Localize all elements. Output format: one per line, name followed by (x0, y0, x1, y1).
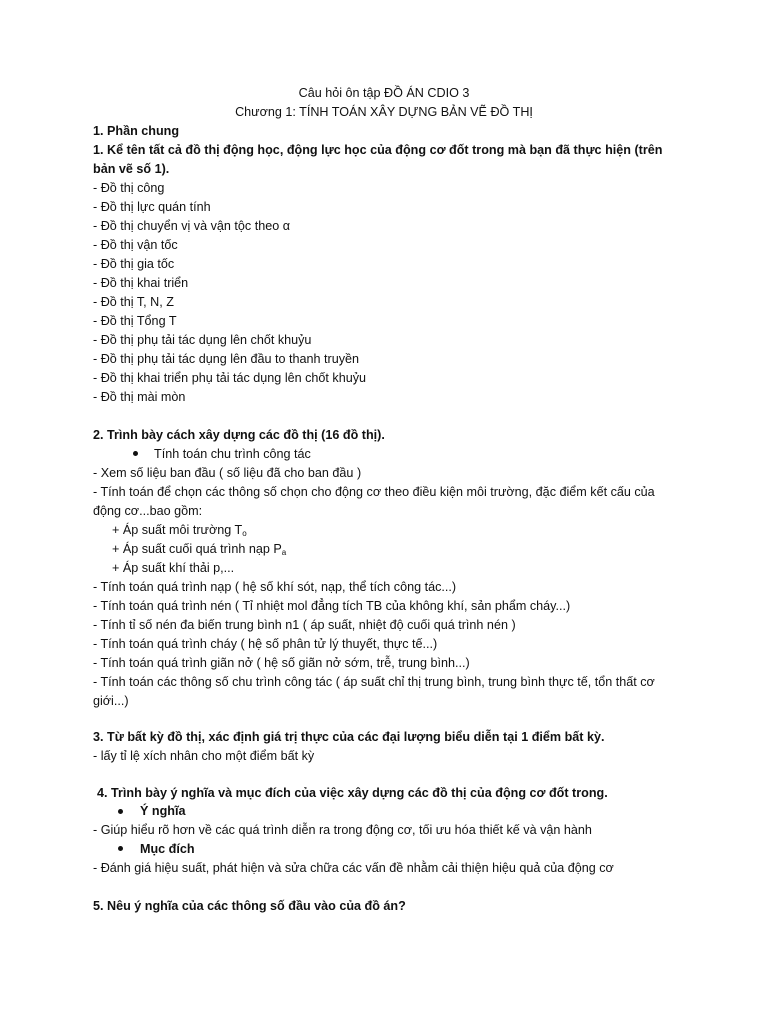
section4-heading: 4. Trình bày ý nghĩa và mục đích của việc xây dựng các đồ thị của động cơ đốt trong. (97, 786, 608, 800)
list-item: - Đồ thị Tổng T (93, 314, 177, 328)
list-item: - Đồ thị công (93, 181, 165, 195)
bullet-item: Tính toán chu trình công tác (154, 447, 311, 461)
text-line: - Tính toán để chọn các thông số chọn cho động cơ theo điều kiện môi trường, đặc điểm kết cấu của (93, 485, 655, 499)
list-item: - Đồ thị chuyển vị và vận tộc theo α (93, 219, 290, 233)
list-item: - Đồ thị phụ tải tác dụng lên chốt khuỷu (93, 333, 312, 347)
section3-answer: - lấy tỉ lệ xích nhân cho một điểm bất kỳ (93, 749, 315, 763)
bullet-item: Ý nghĩa (140, 804, 186, 818)
list-item: - Đồ thị phụ tải tác dụng lên đầu to thanh truyền (93, 352, 360, 366)
text-line: động cơ...bao gồm: (93, 504, 203, 518)
bullet-dot-icon (118, 846, 123, 851)
subscript: o (242, 529, 247, 538)
section1-heading: 1. Phần chung (93, 124, 180, 138)
sub-item: + Áp suất môi trường $T_o$ (112, 523, 247, 538)
sub-item: + Áp suất khí thải p,... (112, 561, 235, 575)
question1-line1: 1. Kể tên tất cả đồ thị động học, động lực học của động cơ đốt trong mà bạn đã thực hiện (trên (93, 143, 663, 157)
step-line: - Tính toán quá trình cháy ( hệ số phân tử lý thuyết, thực tế...) (93, 637, 438, 651)
text-line: - Xem số liệu ban đầu ( số liệu đã cho ban đầu ) (93, 466, 362, 480)
step-line: - Tính tỉ số nén đa biến trung bình n1 ( áp suất, nhiệt độ cuối quá trình nén ) (93, 618, 516, 632)
chapter-title: Chương 1: TÍNH TOÁN XÂY DỰNG BẢN VẼ ĐỒ THỊ (235, 105, 533, 119)
bullet-dot-icon (118, 809, 123, 814)
section5-heading: 5. Nêu ý nghĩa của các thông số đầu vào của đồ án? (93, 899, 406, 913)
list-item: - Đồ thị vận tốc (93, 238, 178, 252)
bullet-dot-icon (133, 451, 138, 456)
list-item: - Đồ thị gia tốc (93, 257, 175, 271)
list-item: - Đồ thị T, N, Z (93, 295, 174, 309)
list-item: - Đồ thị mài mòn (93, 390, 186, 404)
text-line: - Giúp hiểu rõ hơn về các quá trình diễn ra trong động cơ, tối ưu hóa thiết kế và vận hành (93, 823, 592, 837)
list-item: - Đồ thị lực quán tính (93, 200, 211, 214)
step-line: - Tính toán quá trình nén ( Tỉ nhiệt mol đẳng tích TB của không khí, sản phẩm cháy...) (93, 599, 571, 613)
subscript: a (281, 548, 287, 557)
bullet-item: Mục đích (140, 842, 195, 856)
step-line: - Tính toán quá trình giãn nở ( hệ số giãn nở sớm, trễ, trung bình...) (93, 656, 470, 670)
document-title: Câu hỏi ôn tập ĐỒ ÁN CDIO 3 (298, 86, 470, 100)
text-line: - Đánh giá hiệu suất, phát hiện và sửa chữa các vấn đề nhằm cải thiện hiệu quả của động cơ (93, 861, 614, 875)
step-line: - Tính toán quá trình nạp ( hệ số khí sót, nạp, thể tích công tác...) (93, 580, 457, 594)
step-line: giới...) (93, 694, 129, 708)
question1-line2: bản vẽ số 1). (93, 162, 170, 176)
list-item: - Đồ thị khai triển (93, 276, 189, 290)
section3-heading: 3. Từ bất kỳ đồ thị, xác định giá trị thực của các đại lượng biểu diễn tại 1 điểm bất kỳ. (93, 730, 605, 744)
section2-heading: 2. Trình bày cách xây dựng các đồ thị (16 đồ thị). (93, 428, 385, 442)
list-item: - Đồ thị khai triển phụ tải tác dụng lên chốt khuỷu (93, 371, 367, 385)
sub-item: + Áp suất cuối quá trình nạp $P_a$ (112, 542, 287, 557)
step-line: - Tính toán các thông số chu trình công tác ( áp suất chỉ thị trung bình, trung bình thực tế, tổn thất cơ (93, 675, 655, 689)
